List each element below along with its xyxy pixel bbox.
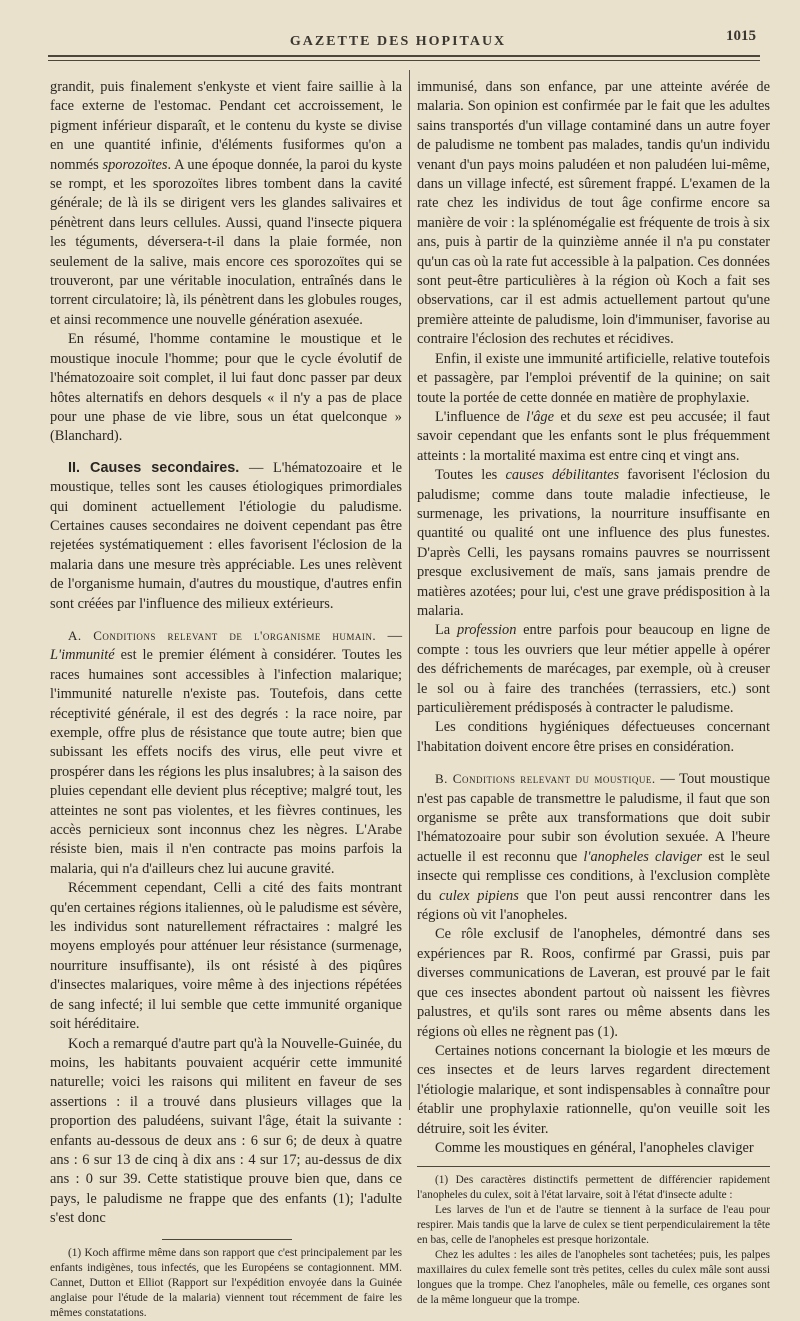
footnote: Chez les adultes : les ailes de l'anopheles sont tachetées; puis, les palpes maxillaires du culex femelle sont très petites, celles du culex mâle sont aussi longues que la trompe. Chez l'anopheles, mâle ou femelle, ces organes sont de la même longueur que la trompe. <box>417 1249 770 1307</box>
italic-term: culex pipiens <box>439 887 519 904</box>
paragraph: A. Conditions relevant de l'organisme humain. — L'immunité est le premier élément à considérer. Toutes les races humaines sont accessibles à l'infection malarique; l'immunité naturelle n'existe pas. Toutefois, dans cette réceptivité générale, il est des degrés : la race noire, par exemple, offre plus de résistance que toute autre; bien que subissant les effets nocifs des virus, elle peut vivre et prospérer dans les régions les plus insalubres; à la saison des pluies cependant elle devient plus réceptive; malgré tout, les atteintes ne sont pas violentes, et les fièvres continues, les accès pernicieux sont inconnus chez les nègres. L'Arabe résiste bien, mais il n'en contracte pas moins parfois la malaria, qui n'a d'ailleurs chez lui aucune gravité. <box>50 627 402 877</box>
right-column <box>417 78 770 1308</box>
paragraph: La profession entre parfois pour beaucoup en ligne de compte : tous les ouvriers que leur métier appelle à opérer des défrichements de marécages, par exemple, où à creuser le sol ou à faire des tranchées (terrassiers, etc.) sont particulièrement prédisposés à contracter le paludisme. <box>417 622 770 716</box>
footnote-rule <box>417 1166 770 1167</box>
section-heading: II. Causes secondaires. <box>68 459 240 476</box>
italic-term: l'âge <box>526 408 555 425</box>
paragraph: Certaines notions concernant la biologie et les mœurs de ces insectes et de leurs larves regardent directement l'étiologie malarique, et sont indispensables à connaître pour établir une prophylaxie rationnelle, qu'on veuille soit les détruire, soit les éviter. <box>417 1042 770 1137</box>
footnote: (1) Koch affirme même dans son rapport que c'est principalement par les enfants indigènes, tous infectés, que les Européens se contagionnent. MM. Cannet, Dutton et Elliot (Rapport sur l'expédition envoyée dans la Guinée anglaise pour l'étude de la malaria) viennent tout récemment de faire les mêmes constatations. <box>50 1246 402 1319</box>
subsection-heading: B. Conditions relevant du moustique. <box>435 771 656 787</box>
footnote: (1) Des caractères distinctifs permettent de différencier rapidement l'anopheles du culex, soit à l'état larvaire, soit à l'état d'insecte adulte : <box>417 1174 770 1202</box>
paragraph: immunisé, dans son enfance, par une atteinte avérée de malaria. Son opinion est confirmée par le fait que les adultes sains transportés d'un village contaminé dans un autre foyer de paludisme ne tombent pas malades, tandis qu'un individu venant d'un pays moins paludéen et non paludéen lui-même, dans un village infecté, est sûrement frappé. L'examen de la rate chez les individus de tout âge confirme encore sa manière de voir : la splénomégalie est fréquente de trois à six ans, puis à partir de la quinzième année il n'a pu constater qu'un cas où la rate fut accessible à la palpation. Ces données sont peut-être particulières à la région où Koch a fait ses observations, car il est admis actuellement partout qu'une première atteinte de paludisme, loin d'immuniser, favorise au contraire l'éclosion des rechutes et récidives. <box>417 79 770 348</box>
journal-title: GAZETTE DES HOPITAUX <box>289 34 507 49</box>
paragraph: II. Causes secondaires. — L'hématozoaire et le moustique, telles sont les causes étiologiques primordiales qui dominent actuellement l'étiologie du paludisme. Certaines causes secondaires ne doivent cependant pas être rejetées systématiquement : elles favorisent l'éclosion de la malaria dans une mesure très appréciable. Les unes relèvent de l'organisme humain, d'autres du moustique, d'autres enfin sont créées par l'influence des milieux extérieurs. <box>50 459 402 612</box>
paragraph: Enfin, il existe une immunité artificielle, relative toutefois et passagère, par l'emploi préventif de la quinine; on sait toute la portée de cette donnée en matière de prophylaxie. <box>417 350 770 406</box>
paragraph: Toutes les causes débilitantes favorisent l'éclosion du paludisme; comme dans toute maladie infectieuse, le surmenage, les privations, la nourriture insuffisante en quantité ou qualité ont une influence des plus funestes. D'après Celli, les paysans romains pauvres se nourrissent presque exclusivement de maïs, sans jamais prendre de matières azotées; pour lui, c'est une grave prédisposition à la malaria. <box>417 467 770 619</box>
italic-term: sporozoïtes <box>102 156 168 173</box>
paragraph: Koch a remarqué d'autre part qu'à la Nouvelle-Guinée, du moins, les habitants pouvaient acquérir cette immunité naturelle; voici les raisons qui militent en faveur de ses assertions : il a trouvé dans plusieurs villages que la proportion des paludéens, suivant l'âge, était la suivante : enfants au-dessous de deux ans : 6 sur 6; de deux à quatre ans : 6 sur 13 de cinq à dix ans : 4 sur 17; au-dessus de dix ans : 0 sur 39. Cette statistique prouve bien que, dans ce pays, le paludisme ne frappe que des enfants (1); l'adulte s'est donc <box>50 1035 402 1227</box>
footnote-rule <box>162 1239 292 1240</box>
paragraph: En résumé, l'homme contamine le moustique et le moustique inocule l'homme; pour que le cycle évolutif de l'hématozoaire soit complet, il lui faut donc passer par deux hôtes alternatifs en dehors desquels « il n'y a pas de place pour une phase de vie libre, sous un état quelconque » (Blanchard). <box>50 331 402 445</box>
column-divider <box>409 70 410 1110</box>
left-column <box>50 78 402 1321</box>
paragraph: grandit, puis finalement s'enkyste et vient faire saillie à la face externe de l'estomac. Pendant cet accroissement, le pigment inférieur disparaît, et le contenu du kyste se divise en une quantité infinie, d'éléments fusiformes qu'on a nommés sporozoïtes. A une époque donnée, la paroi du kyste se rompt, et les sporozoïtes libres tombent dans la cavité générale; de là ils se dirigent vers les glandes salivaires et pénètrent dans leurs cellules. Aussi, quand l'insecte piquera les téguments, déversera-t-il dans la plaie formée, non seulement de la salive, mais encore ces sporozoïtes qui se trouveront, par une véritable inoculation, entraînés dans le torrent circulatoire; là, ils pénètrent dans les globules rouges, et ainsi recommence une nouvelle génération asexuée. <box>50 79 402 328</box>
italic-term: sexe <box>597 408 623 425</box>
italic-term: L'immunité <box>50 647 115 664</box>
italic-term: l'anopheles claviger <box>583 848 703 865</box>
paragraph: Comme les moustiques en général, l'anopheles claviger <box>435 1139 754 1156</box>
paragraph: Récemment cependant, Celli a cité des faits montrant qu'en certaines régions italiennes, où le paludisme est sévère, les individus sont naturellement réfractaires : malgré les moyens employés pour atténuer leur résistance (surmenage, nourriture insuffisante), ils ont résisté à des piqûres d'insectes malariques, voire même à des injections répétées de sang infecté; il lui semble que cette immunité organique soit héréditaire. <box>50 880 402 1033</box>
subsection-heading: A. Conditions relevant de l'organisme humain. <box>68 627 377 643</box>
paragraph: L'influence de l'âge et du sexe est peu accusée; il faut savoir cependant que les enfants sont le plus fréquemment atteints : la mortalité maxima est entre cinq et vingt ans. <box>417 408 770 464</box>
header-rule-thick <box>48 55 760 57</box>
italic-term: causes débilitantes <box>505 467 620 484</box>
paragraph: Les conditions hygiéniques défectueuses concernant l'habitation doivent encore être prises en considération. <box>417 719 770 755</box>
paragraph: Ce rôle exclusif de l'anopheles, démontré dans ses expériences par R. Roos, confirmé par Grassi, puis par diverses communications de Laveran, est prouvé par le fait que ces insectes abondent partout où naissent les fièvres palustres, et qu'ils sont rares ou même absents dans les régions où elles ne règnent pas (1). <box>417 926 770 1040</box>
page-number: 1015 <box>726 28 756 44</box>
footnote: Les larves de l'un et de l'autre se tiennent à la surface de l'eau pour respirer. Mais tandis que la larve de culex se tient perpendiculairement la tête en bas, celle de l'anopheles est presque horizontale. <box>417 1204 770 1247</box>
italic-term: profession <box>456 622 517 639</box>
header-rule-thin <box>48 60 760 61</box>
paragraph: B. Conditions relevant du moustique. — Tout moustique n'est pas capable de transmettre le paludisme, il faut que son organisme se prête aux transformations que doit subir l'hématozoaire pour subir son évolution sexuée. A l'heure actuelle il est reconnu que l'anopheles claviger est le seul insecte qui remplisse ces conditions, à l'exclusion complète du culex pipiens que l'on peut aussi rencontrer dans les régions où vit l'anopheles. <box>417 771 770 924</box>
